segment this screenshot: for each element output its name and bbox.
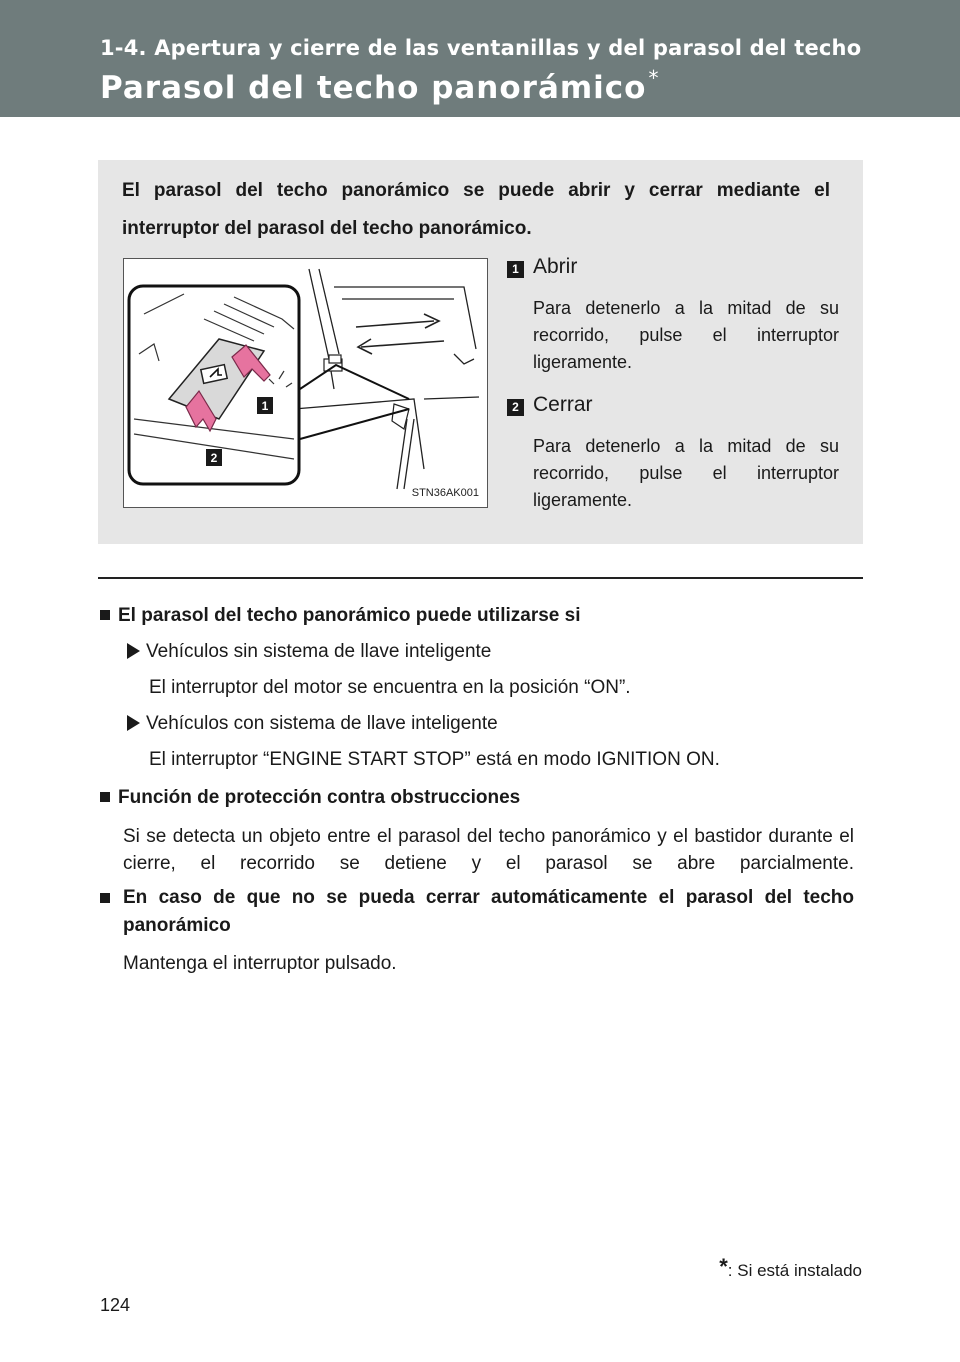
- footnote-text: : Si está instalado: [727, 1261, 862, 1280]
- callout-description: Para detenerlo a la mitad de su recorrido, pulse el interruptor ligeramente.: [533, 436, 839, 510]
- footnote-mark: *: [719, 1254, 728, 1279]
- info-box: [98, 160, 863, 544]
- callout-number: 1: [507, 261, 524, 278]
- callout-number: 2: [507, 399, 524, 416]
- section-heading-text: En caso de que no se pueda cerrar automáticamente el parasol del techo panorámico: [123, 887, 854, 936]
- callout-description: Para detenerlo a la mitad de su recorrido, pulse el interruptor ligeramente.: [533, 298, 839, 372]
- square-bullet-icon: [100, 893, 110, 903]
- list-item-text: Vehículos sin sistema de llave inteligente: [146, 641, 492, 662]
- section-heading: [100, 787, 520, 809]
- section-title: 1-4. Apertura y cierre de las ventanillas y del parasol del techo: [100, 36, 862, 60]
- section-heading-text: El parasol del techo panorámico puede utilizarse si: [118, 605, 581, 626]
- square-bullet-icon: [100, 792, 110, 802]
- triangle-bullet-icon: [127, 643, 140, 659]
- list-item-text: Vehículos con sistema de llave inteligente: [146, 713, 498, 734]
- divider: [98, 577, 863, 579]
- page-title-text: Parasol del techo panorámico: [100, 70, 647, 106]
- paragraph: Mantenga el interruptor pulsado.: [123, 953, 397, 974]
- list-item: [127, 713, 498, 735]
- page-number: 124: [100, 1295, 131, 1315]
- intro-text: El parasol del techo panorámico se puede abrir y cerrar mediante el interruptor del parasol del techo panorámico.: [122, 180, 830, 239]
- figure-tag-1: 1: [261, 399, 269, 413]
- section-heading: [100, 884, 854, 940]
- installed-mark: *: [648, 66, 660, 90]
- paragraph: Si se detecta un objeto entre el parasol del techo panorámico y el bastidor durante el cierre, el recorrido se detiene y el parasol se abre parcialmente.: [123, 826, 854, 874]
- callout-label: Abrir: [533, 255, 578, 278]
- list-item: [127, 641, 491, 663]
- callout-label: Cerrar: [533, 393, 593, 416]
- footnote: [719, 1254, 862, 1281]
- square-bullet-icon: [100, 610, 110, 620]
- section-heading: [100, 605, 580, 627]
- illustration-drawing: [124, 259, 487, 507]
- figure-tag-2: 2: [210, 451, 218, 465]
- triangle-bullet-icon: [127, 715, 140, 731]
- paragraph: El interruptor del motor se encuentra en la posición “ON”.: [149, 677, 631, 698]
- page-title: [100, 66, 660, 106]
- section-heading-text: Función de protección contra obstrucciones: [118, 787, 521, 808]
- figure-code: STN36AK001: [411, 487, 479, 499]
- page-header: [0, 0, 960, 117]
- paragraph: El interruptor “ENGINE START STOP” está en modo IGNITION ON.: [149, 749, 720, 770]
- sunshade-switch-illustration: [123, 258, 488, 508]
